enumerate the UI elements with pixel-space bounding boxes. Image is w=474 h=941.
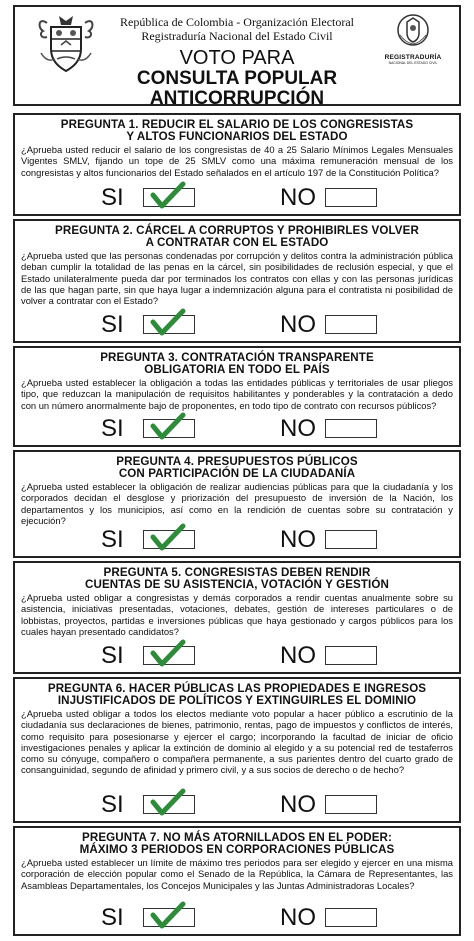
question-title-line: MÁXIMO 3 PERIODOS EN CORPORACIONES PÚBLICAS	[79, 843, 395, 856]
no-label: NO	[280, 311, 316, 338]
question-text: ¿Aprueba usted que las personas condenadas por corrupción y delitos contra la administración pública deban cumplir la totalidad de las penas en la cárcel, sin posibilidades de reclusión especial, y que el Estado unilateralmente pueda dar por terminados los contratos con ellas y con las personas jurídicas de las que hagan parte, sin que haya lugar a indemnización alguna para el contratista ni posibilidad de volver a contratar con el Estado?	[21, 250, 453, 307]
question-title-line: PREGUNTA 2. CÁRCEL A CORRUPTOS Y PROHIBIRLES VOLVER	[55, 224, 419, 237]
no-label: NO	[280, 642, 316, 669]
question-text: ¿Aprueba usted establecer la obligación a todas las entidades públicas y territoriales de usar pliegos tipo, que reduzcan la manipulación de requisitos habilitantes y ponderables y la contratación a dedo con un número anormalmente bajo de proponentes, en todo tipo de contrato con recursos públicos?	[21, 377, 453, 411]
no-label: NO	[280, 526, 316, 553]
logo-name: REGISTRADURÍA	[384, 54, 442, 61]
si-label: SI	[101, 791, 124, 818]
question-1	[13, 113, 461, 216]
ballot-header	[13, 5, 461, 109]
question-title-line: PREGUNTA 5. CONGRESISTAS DEBEN RENDIR	[103, 566, 371, 579]
answer-row	[15, 415, 459, 441]
question-6	[13, 677, 461, 823]
answer-row	[15, 184, 459, 210]
no-label: NO	[280, 415, 316, 442]
question-title-line: PREGUNTA 7. NO MÁS ATORNILLADOS EN EL PODER:	[82, 831, 392, 844]
question-title-line: A CONTRATAR CON EL ESTADO	[145, 236, 329, 249]
question-title-line: PREGUNTA 6. HACER PÚBLICAS LAS PROPIEDADES E INGRESOS	[47, 682, 427, 695]
si-label: SI	[101, 904, 124, 931]
si-label: SI	[101, 415, 124, 442]
si-label: SI	[101, 526, 124, 553]
no-checkbox[interactable]	[325, 795, 377, 814]
question-3	[13, 346, 461, 447]
question-title	[21, 119, 453, 143]
no-checkbox[interactable]	[325, 419, 377, 438]
answer-row	[15, 904, 459, 930]
no-label: NO	[280, 904, 316, 931]
question-title	[21, 352, 453, 376]
no-label: NO	[280, 791, 316, 818]
ballot-title-consulta: CONSULTA POPULAR	[136, 68, 338, 89]
question-title-line: CON PARTICIPACIÓN DE LA CIUDADANÍA	[118, 467, 356, 480]
registraduria-logo	[373, 13, 453, 73]
question-title-line: INJUSTIFICADOS DE POLÍTICOS Y EXTINGUIRLES EL DOMINIO	[57, 694, 417, 707]
si-label: SI	[101, 184, 124, 211]
si-label: SI	[101, 311, 124, 338]
check-mark-icon	[140, 411, 194, 443]
question-title-line: CUENTAS DE SU ASISTENCIA, VOTACIÓN Y GESTIÓN	[85, 578, 389, 591]
check-mark-icon	[140, 180, 194, 212]
question-title-line: PREGUNTA 3. CONTRATACIÓN TRANSPARENTE	[100, 351, 374, 364]
check-mark-icon	[140, 638, 194, 670]
ballot-title-anticorrupcion: ANTICORRUPCIÓN	[149, 88, 325, 109]
check-mark-icon	[140, 307, 194, 339]
no-checkbox[interactable]	[325, 315, 377, 334]
answer-row	[15, 791, 459, 817]
question-title-line: PREGUNTA 4. PRESUPUESTOS PÚBLICOS	[116, 455, 358, 468]
question-5	[13, 561, 461, 674]
question-title-line: PREGUNTA 1. REDUCIR EL SALARIO DE LOS CONGRESISTAS	[60, 118, 414, 131]
ballot-title-voto: VOTO PARA	[179, 47, 295, 69]
question-text: ¿Aprueba usted establecer un límite de máximo tres periodos para ser elegido y ejercer en una misma corporación de elección popular como el Senado de la República, la Cámara de Representantes, las Asambleas Departamentales, los Concejos Municipales y las Juntas Administradoras Locales?	[21, 857, 453, 891]
si-label: SI	[101, 642, 124, 669]
question-text: ¿Aprueba usted obligar a todos los electos mediante voto popular a hacer público a escrutinio de la ciudadanía sus declaraciones de bienes, patrimonio, rentas, pago de impuestos y conflictos de interés, como requisito para posesionarse y ejercer el cargo; incorporando la facultad de iniciar de oficio investigaciones penales y aplicar la extinción de dominio al elegido y a su potencial red de testaferros como su cónyuge, compañero o compañera permanente, a sus parientes dentro del cuarto grado de consanguinidad, segundo de afinidad y primero civil, y a sus socios de derecho o de hecho?	[21, 708, 453, 776]
no-label: NO	[280, 184, 316, 211]
question-title	[21, 456, 453, 480]
header-republica: República de Colombia - Organización Electoral	[119, 15, 355, 29]
question-title-line: Y ALTOS FUNCIONARIOS DEL ESTADO	[126, 130, 348, 143]
registraduria-logo-icon	[396, 13, 430, 47]
logo-subtitle: NACIONAL DEL ESTADO CIVIL	[388, 61, 438, 65]
no-checkbox[interactable]	[325, 908, 377, 927]
no-checkbox[interactable]	[325, 646, 377, 665]
answer-row	[15, 642, 459, 668]
check-mark-icon	[140, 522, 194, 554]
question-title	[21, 683, 453, 707]
check-mark-icon	[140, 900, 194, 932]
question-title-line: OBLIGATORIA EN TODO EL PAÍS	[144, 363, 330, 376]
question-text: ¿Aprueba usted obligar a congresistas y demás corporados a rendir cuentas anualmente sobre su asistencia, iniciativas presentadas, votaciones, debates, gestión de intereses particulares o de lobbistas, proyectos, partidas e inversiones públicas que haya gestionado y cargos públicos para los cuales hayan presentado candidatos?	[21, 592, 453, 637]
question-title	[21, 225, 453, 249]
question-7	[13, 826, 461, 936]
answer-row	[15, 311, 459, 337]
question-text: ¿Aprueba usted reducir el salario de los congresistas de 40 a 25 Salario Mínimos Legales Mensuales Vigentes SMLV, fijando un tope de 25 SMLV como una máxima remuneración mensual de los congresistas y altos funcionarios del Estado señalados en el artículo 197 de la Constitución Política?	[21, 144, 453, 178]
no-checkbox[interactable]	[325, 188, 377, 207]
header-registraduria: Registraduría Nacional del Estado Civil	[141, 29, 333, 43]
no-checkbox[interactable]	[325, 530, 377, 549]
check-mark-icon	[140, 787, 194, 819]
question-2	[13, 219, 461, 343]
question-title	[21, 832, 453, 856]
question-text: ¿Aprueba usted establecer la obligación de realizar audiencias públicas para que la ciudadanía y los corporados decidan el desglose y priorización del presupuesto de inversión de la Nación, los departamentos y los municipios, así como en la rendición de cuentas sobre su contratación y ejecución?	[21, 481, 453, 526]
question-title	[21, 567, 453, 591]
answer-row	[15, 526, 459, 552]
question-4	[13, 450, 461, 558]
